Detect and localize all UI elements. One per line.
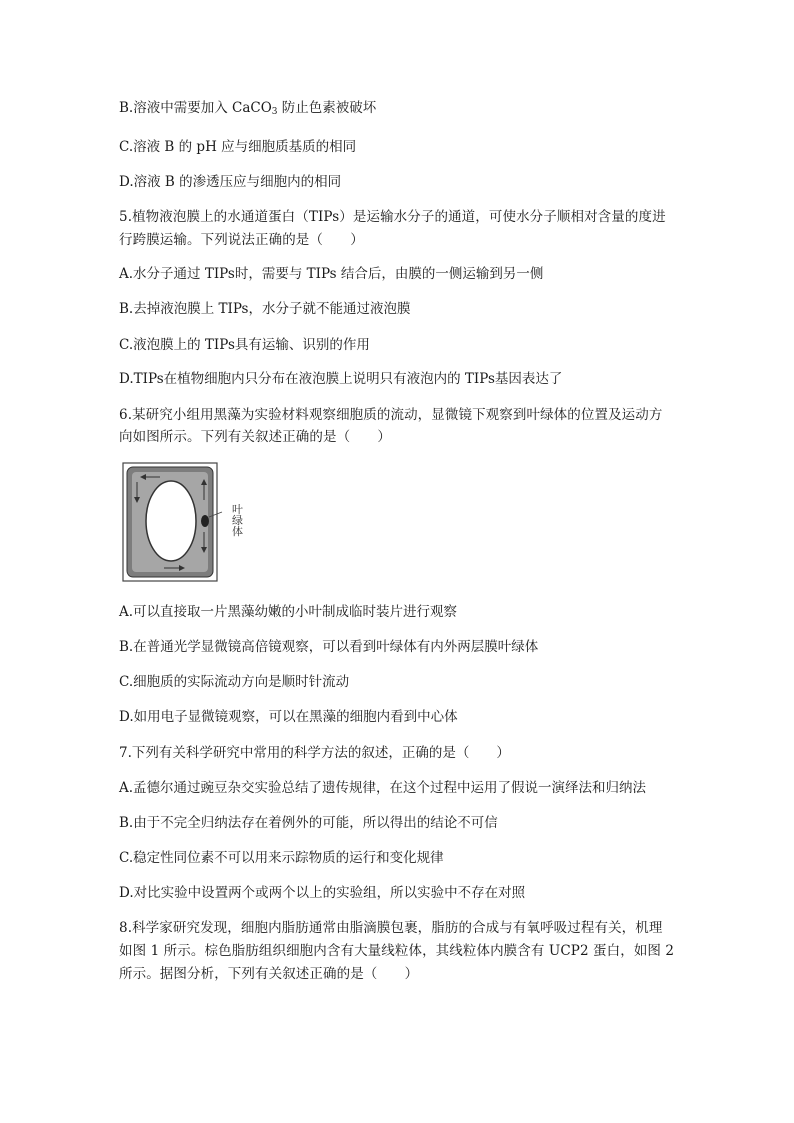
question-7-option-b: B.由于不完全归纳法存在着例外的可能，所以得出的结论不可信: [119, 815, 498, 831]
question-8-stem-line3: 所示。据图分析，下列有关叙述正确的是（ ）: [119, 966, 419, 982]
subscript: 3: [271, 107, 278, 117]
option-b-prev: [119, 99, 376, 117]
chloroplast-label: 叶绿体: [232, 503, 243, 538]
question-6-option-c: C.细胞质的实际流动方向是顺时针流动: [119, 674, 350, 690]
question-5-option-b: B.去掉液泡膜上 TIPs，水分子就不能通过液泡膜: [119, 301, 411, 317]
option-text: B.溶液中需要加入 CaCO: [119, 100, 272, 116]
question-8-stem-line2: 如图 1 所示。棕色脂肪组织细胞内含有大量线粒体，其线粒体内膜含有 UCP2 蛋白，如图 2: [119, 943, 675, 959]
question-7-option-a: A.孟德尔通过豌豆杂交实验总结了遗传规律，在这个过程中运用了假说一演绎法和归纳法: [119, 780, 647, 796]
question-6-stem-line1: 6.某研究小组用黑藻为实验材料观察细胞质的流动，显微镜下观察到叶绿体的位置及运动方: [119, 407, 663, 423]
option-c-prev: C.溶液 B 的 pH 应与细胞质基质的相同: [119, 139, 357, 155]
question-8-stem-line1: 8.科学家研究发现，细胞内脂肪通常由脂滴膜包裹，脂肪的合成与有氧呼吸过程有关，机理: [119, 920, 663, 936]
question-5-option-d: D.TIPs在植物细胞内只分布在液泡膜上说明只有液泡内的 TIPs基因表达了: [119, 371, 563, 387]
question-5-stem-line1: 5.植物液泡膜上的水通道蛋白（TIPs）是运输水分子的通道，可使水分子顺相对含量的度进: [119, 209, 666, 225]
question-5-option-a: A.水分子通过 TIPs时，需要与 TIPs 结合后，由膜的一侧运输到另一侧: [119, 266, 544, 282]
question-6-option-a: A.可以直接取一片黑藻幼嫩的小叶制成临时装片进行观察: [119, 604, 458, 620]
question-7-stem: 7.下列有关科学研究中常用的科学方法的叙述，正确的是（ ）: [119, 745, 510, 761]
option-d-prev: D.溶液 B 的渗透压应与细胞内的相同: [119, 174, 342, 190]
question-6-stem-line2: 向如图所示。下列有关叙述正确的是（ ）: [119, 429, 391, 445]
question-7-option-c: C.稳定性同位素不可以用来示踪物质的运行和变化规律: [119, 850, 444, 866]
question-5-option-c: C.液泡膜上的 TIPs具有运输、识别的作用: [119, 337, 370, 353]
option-text: 防止色素被破坏: [277, 100, 377, 116]
question-6-option-d: D.如用电子显微镜观察，可以在黑藻的细胞内看到中心体: [119, 709, 458, 725]
question-5-stem-line2: 行跨膜运输。下列说法正确的是（ ）: [119, 232, 364, 248]
question-6-option-b: B.在普通光学显微镜高倍镜观察，可以看到叶绿体有内外两层膜叶绿体: [119, 639, 539, 655]
question-7-option-d: D.对比实验中设置两个或两个以上的实验组，所以实验中不存在对照: [119, 885, 526, 901]
